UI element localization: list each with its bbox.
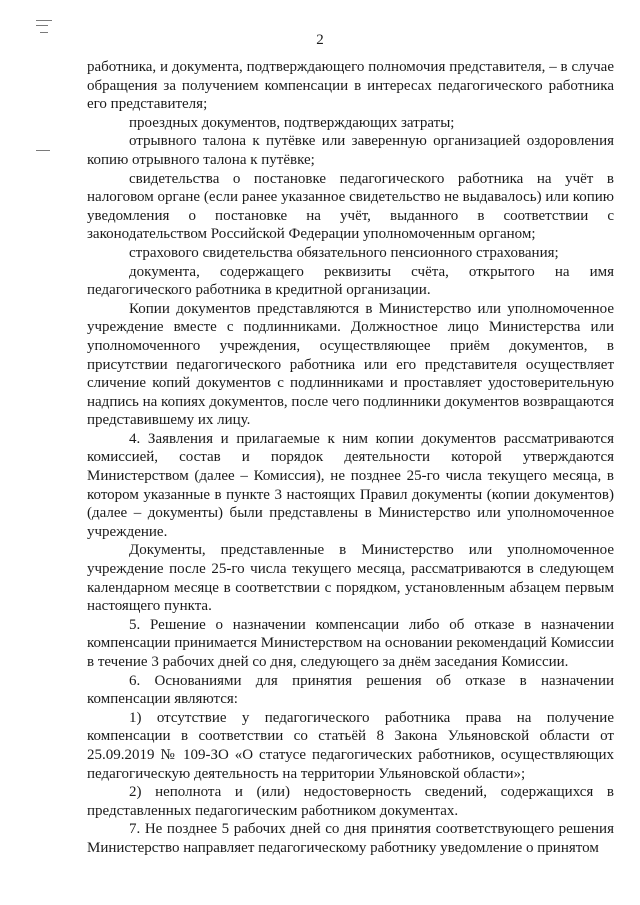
scan-mark — [36, 20, 52, 21]
document-body — [87, 58, 614, 858]
scan-mark — [36, 150, 50, 151]
paragraph: проездных документов, подтверждающих затраты; — [129, 114, 455, 131]
paragraph: 6. Основаниями для принятия решения об отказе в назначении компенсации являются: — [87, 672, 614, 708]
paragraph: 1) отсутствие у педагогического работника права на получение компенсации в соответствии со статьёй 8 Закона Ульяновской области от 25.09.2019 № 109-ЗО «О статусе педагогических работников, осуществляющих педагогическую деятельность на территории Ульяновской области»; — [87, 709, 614, 782]
scan-mark — [36, 25, 48, 26]
page-number: 2 — [316, 32, 324, 48]
paragraph: Документы, представленные в Министерство или уполномоченное учреждение после 25-го числа текущего месяца, рассматриваются в следующем календарном месяце в соответствии с порядком, установленным абзацем первым настоящего пункта. — [87, 542, 614, 615]
paragraph: отрывного талона к путёвке или заверенную организацией оздоровления копию отрывного талона к путёвке; — [87, 133, 614, 168]
paragraph: страхового свидетельства обязательного пенсионного страхования; — [129, 244, 559, 261]
paragraph: 2) неполнота и (или) недостоверность сведений, содержащихся в представленных педагогическим работником документах. — [87, 784, 614, 819]
paragraph: документа, содержащего реквизиты счёта, открытого на имя педагогического работника в кредитной организации. — [87, 263, 614, 299]
paragraph: Копии документов представляются в Министерство или уполномоченное учреждение вместе с подлинниками. Должностное лицо Министерства или уполномоченного учреждения, осуществляющее приём документов, в присутствии педагогического работника или его представителя осуществляет сличение копий документов с подлинниками и проставляет удостоверительную надпись на копиях документов, после чего подлинники документов возвращаются представившему их лицу. — [87, 300, 615, 429]
paragraph: 7. Не позднее 5 рабочих дней со дня принятия соответствующего решения Министерство направляет педагогическому работнику уведомление о принятом — [87, 821, 614, 856]
paragraph: 4. Заявления и прилагаемые к ним копии документов рассматриваются комиссией, состав и порядок деятельности которой утверждаются Министерством (далее – Комиссия), не позднее 25-го числа текущего месяца, в котором указанные в пункте 3 настоящих Правил документы (копии документов) (далее – документы) были представлены в Министерство или уполномоченное учреждение. — [87, 430, 614, 540]
paragraph: работника, и документа, подтверждающего полномочия представителя, – в случае обращения за получением компенсации в интересах педагогического работника его представителя; — [87, 59, 614, 113]
paragraph: свидетельства о постановке педагогического работника на учёт в налоговом органе (если ранее указанное свидетельство не выдавалось) или копию уведомления о постановке на учёт, выданного в соответствии с законодательством Российской Федерации уполномоченным органом; — [87, 170, 614, 243]
paragraph: 5. Решение о назначении компенсации либо об отказе в назначении компенсации принимается Министерством на основании рекомендаций Комиссии в течение 3 рабочих дней со дня, следующего за днём заседания Комиссии. — [87, 616, 614, 670]
